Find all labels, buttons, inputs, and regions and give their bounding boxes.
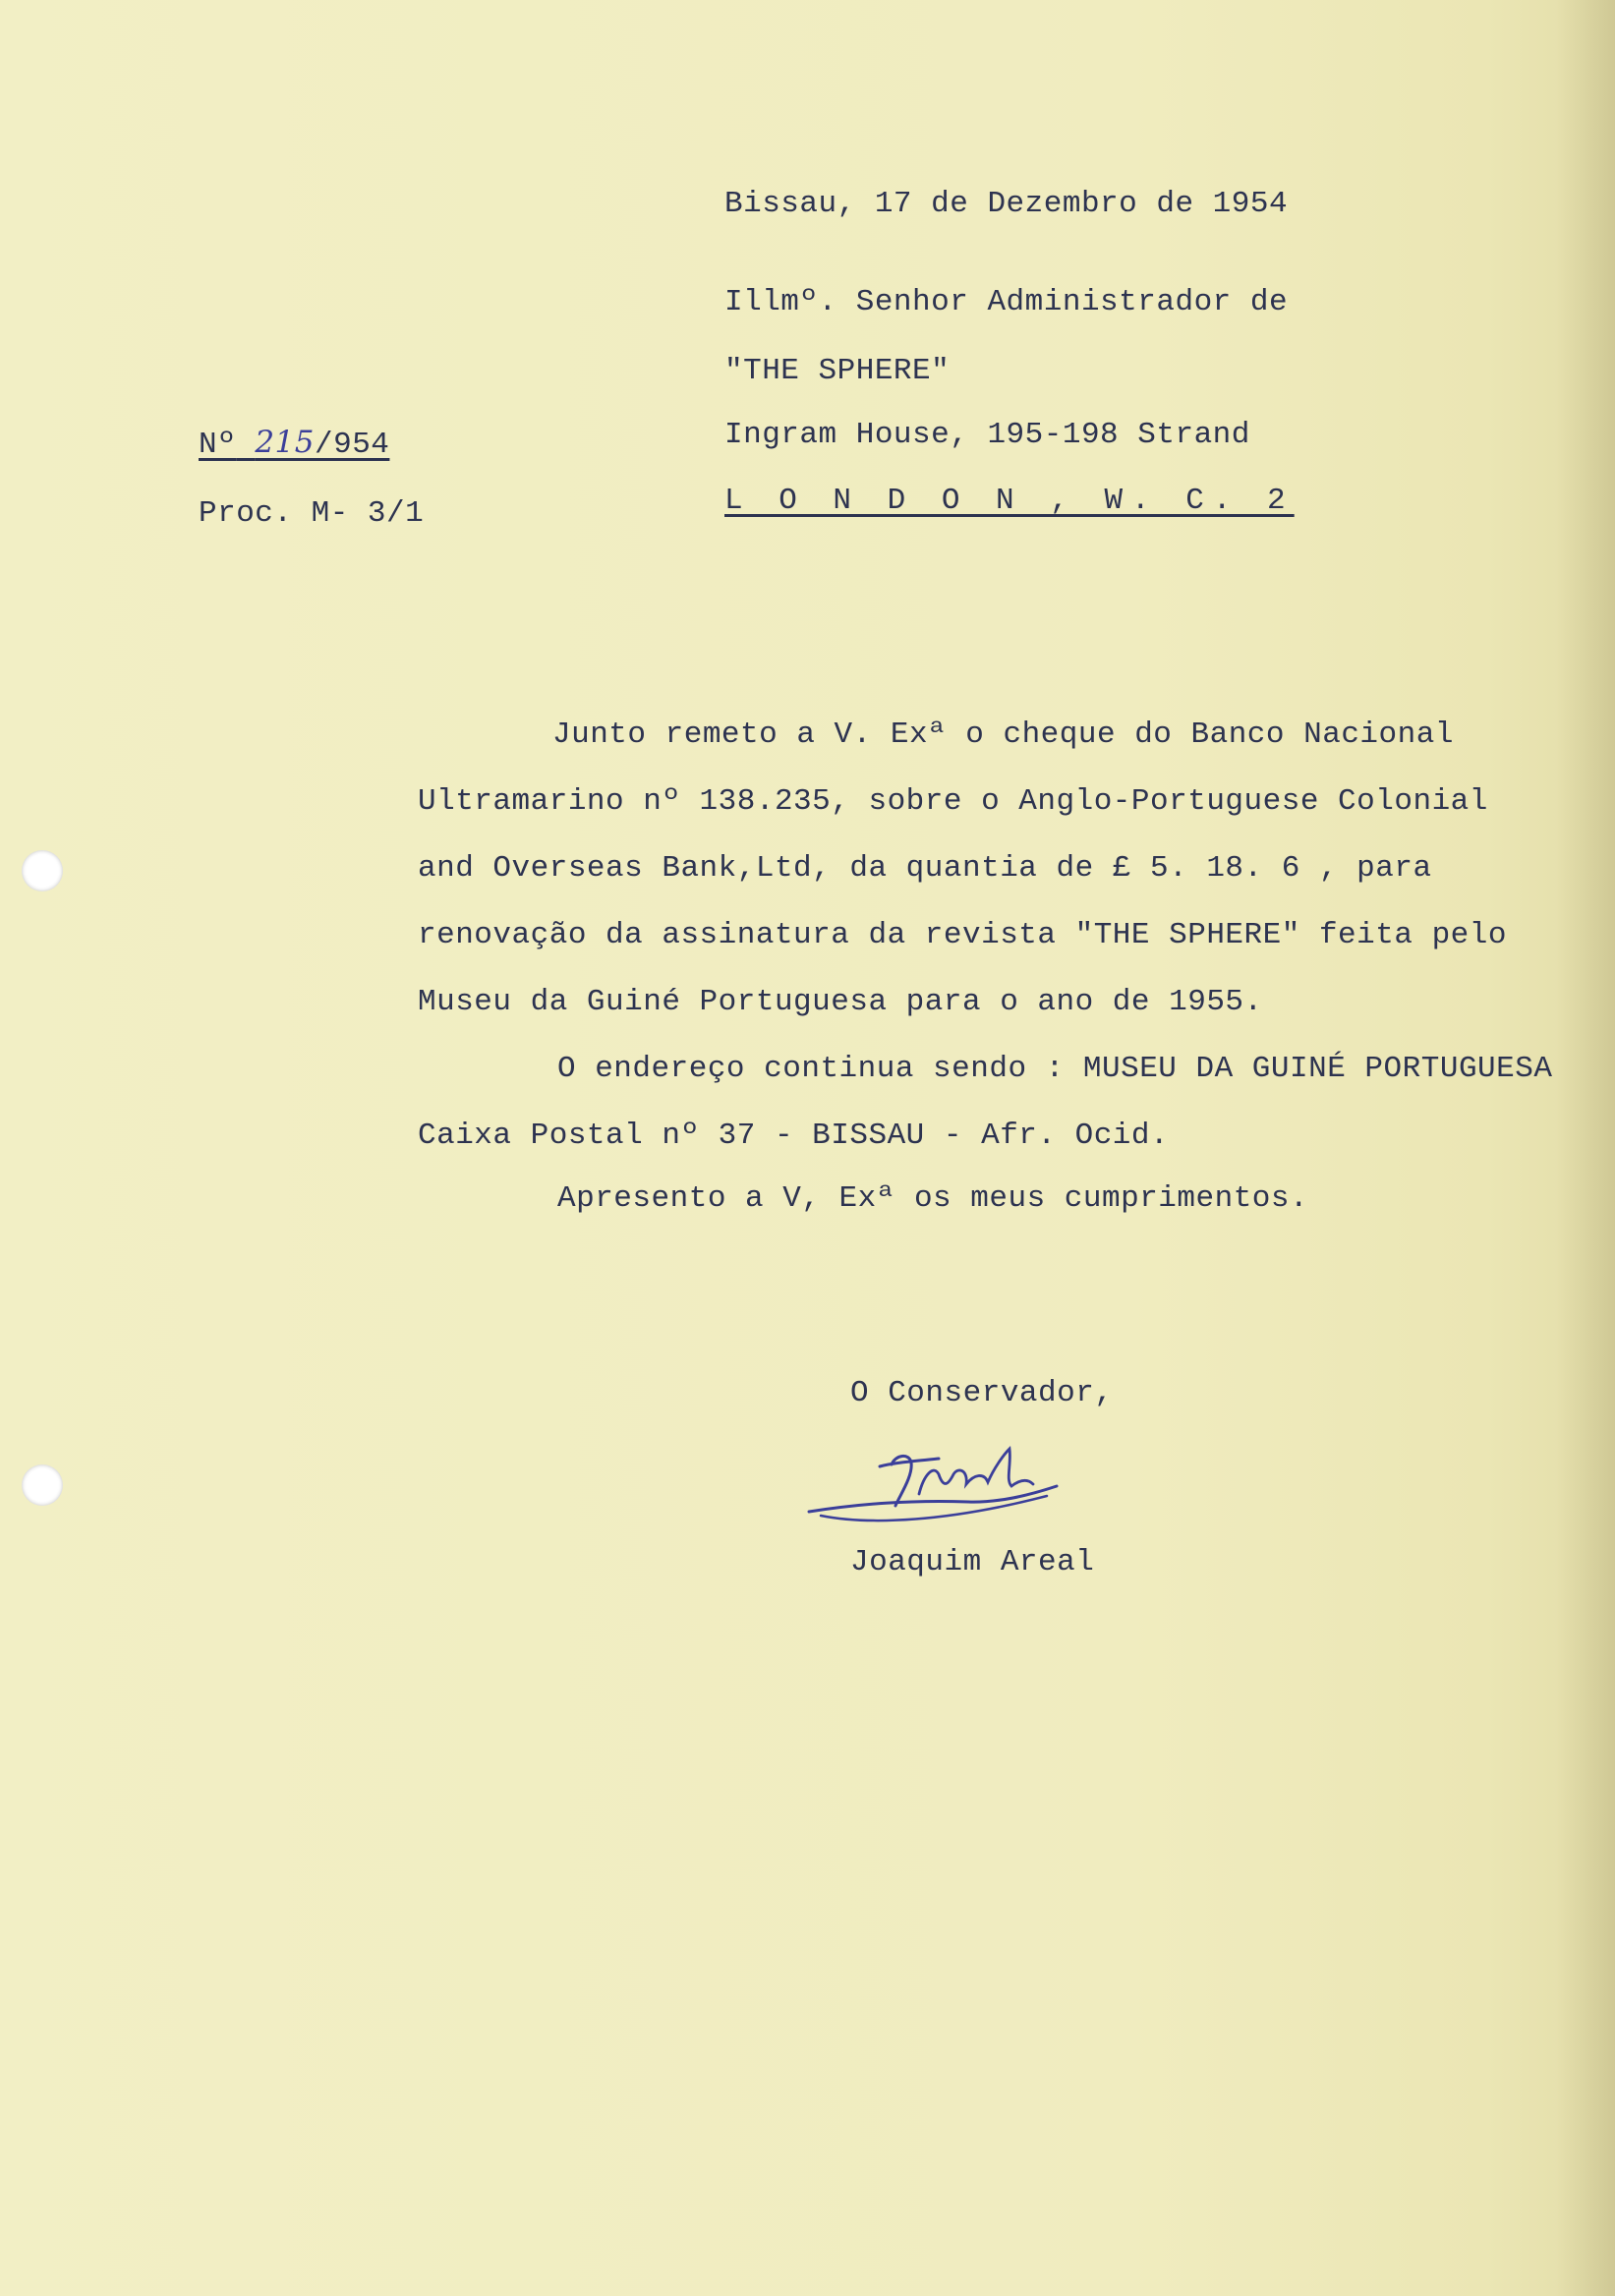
- closing-title: O Conservador,: [850, 1376, 1114, 1410]
- body-p1-line-4: renovação da assinatura da revista "THE SPHERE" feita pelo: [418, 918, 1507, 952]
- addressee-line-3: Ingram House, 195-198 Strand: [724, 418, 1250, 452]
- body-p1-line-3: and Overseas Bank,Ltd, da quantia de £ 5. 18. 6 , para: [418, 851, 1432, 886]
- reference-handwritten-number: 215: [255, 425, 315, 460]
- date-line: Bissau, 17 de Dezembro de 1954: [724, 187, 1289, 221]
- addressee-line-2: "THE SPHERE": [724, 354, 951, 388]
- signatory-name: Joaquim Areal: [850, 1545, 1095, 1579]
- body-p1-line-2: Ultramarino nº 138.235, sobre o Anglo-Portuguese Colonial: [418, 784, 1488, 819]
- reference-number: [199, 425, 389, 463]
- body-p3-line-1: Apresento a V, Exª os meus cumprimentos.: [557, 1181, 1309, 1216]
- punch-hole-top: [22, 850, 63, 891]
- addressee-line-1: Illmº. Senhor Administrador de: [724, 285, 1289, 319]
- handwritten-signature: [801, 1435, 1096, 1543]
- page-edge-shadow: [1556, 0, 1615, 2296]
- body-p1-line-1: Junto remeto a V. Exª o cheque do Banco Nacional: [552, 718, 1454, 752]
- addressee-city: L O N D O N , W. C. 2: [724, 484, 1295, 518]
- reference-year: /954: [315, 428, 390, 462]
- process-number: Proc. M- 3/1: [199, 496, 425, 531]
- body-p1-line-5: Museu da Guiné Portuguesa para o ano de 1955.: [418, 985, 1263, 1019]
- body-p2-line-1: O endereço continua sendo : MUSEU DA GUINÉ PORTUGUESA: [557, 1052, 1553, 1086]
- punch-hole-bottom: [22, 1464, 63, 1506]
- body-p2-line-2: Caixa Postal nº 37 - BISSAU - Afr. Ocid.: [418, 1119, 1170, 1153]
- reference-prefix: Nº: [199, 428, 237, 462]
